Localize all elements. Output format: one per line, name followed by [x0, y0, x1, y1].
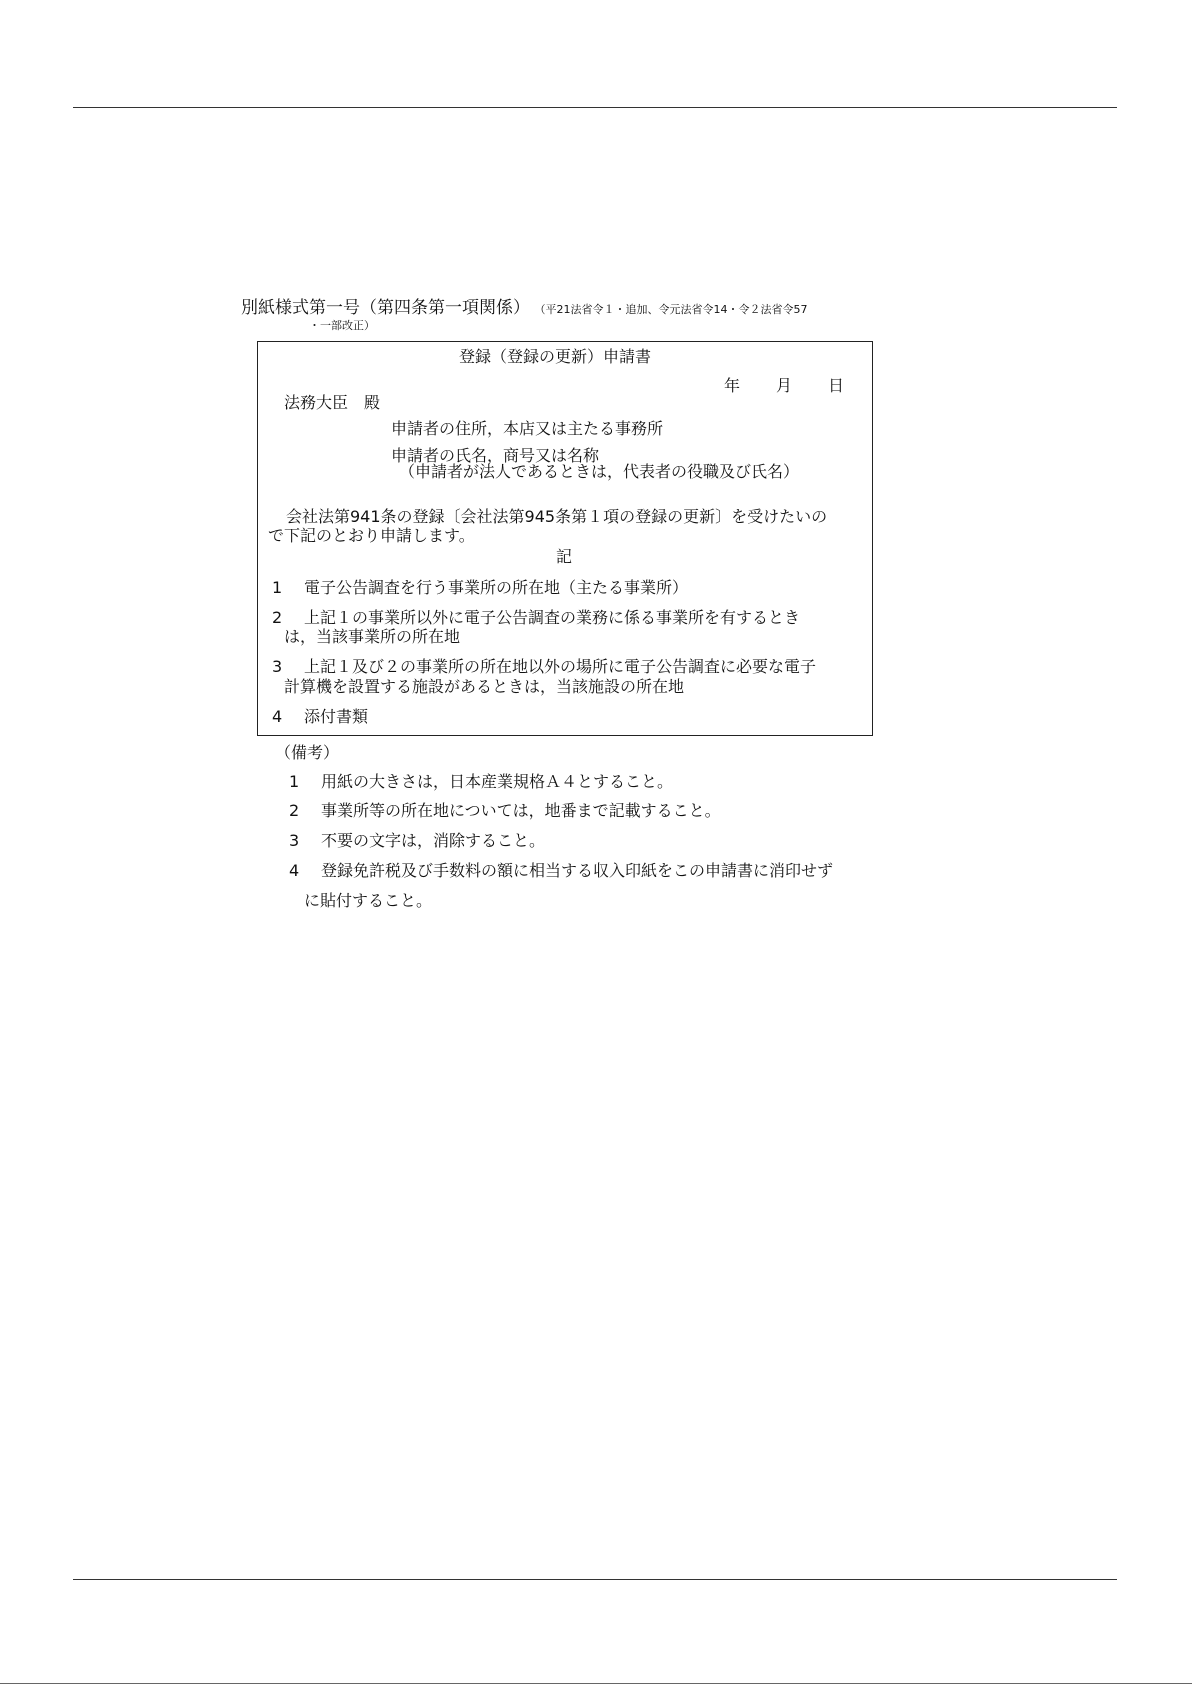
applicant-address-label: 申請者の住所，本店又は主たる事務所 [391, 419, 664, 438]
item-number: 4 [272, 707, 283, 726]
remark-text: 登録免許税及び手数料の額に相当する収入印紙をこの申請書に消印せず [321, 861, 834, 880]
item-text: 添付書類 [304, 707, 369, 726]
date-year: 年 [724, 376, 741, 395]
item-text-continued: は，当該事業所の所在地 [284, 627, 461, 646]
item-number: 1 [272, 578, 283, 597]
remark-number: 4 [289, 861, 300, 880]
remark-text: 用紙の大きさは，日本産業規格Ａ４とすること。 [321, 772, 674, 791]
date-day: 日 [828, 376, 845, 395]
remark-text: 事業所等の所在地については，地番まで記載すること。 [321, 801, 721, 820]
header-rule [73, 107, 1117, 108]
ki-label: 記 [556, 547, 573, 566]
remarks-title: （備考） [275, 743, 340, 762]
applicant-name-label: 申請者の氏名，商号又は名称 [391, 446, 600, 465]
applicant-name-note: （申請者が法人であるときは，代表者の役職及び氏名） [399, 462, 800, 481]
remark-text-continued: に貼付すること。 [304, 891, 433, 910]
body-text-line1: 会社法第941条の登録〔会社法第945条第１項の登録の更新〕を受けたいの [286, 507, 828, 526]
item-text: 上記１の事業所以外に電子公告調査の業務に係る事業所を有するとき [304, 608, 801, 627]
footer-rule [73, 1579, 1117, 1580]
date-month: 月 [776, 376, 793, 395]
remark-number: 3 [289, 831, 300, 850]
page-edge-rule [0, 1683, 1192, 1684]
application-form-title: 登録（登録の更新）申請書 [459, 347, 652, 366]
form-heading [241, 293, 808, 318]
addressee: 法務大臣 殿 [284, 393, 381, 412]
item-text-continued: 計算機を設置する施設があるときは，当該施設の所在地 [284, 677, 685, 696]
remark-text: 不要の文字は，消除すること。 [321, 831, 546, 850]
item-number: 3 [272, 657, 283, 676]
item-text: 電子公告調査を行う事業所の所在地（主たる事業所） [304, 578, 689, 597]
form-heading-title: 別紙様式第一号（第四条第一項関係） [241, 298, 530, 318]
amendment-note-continued: ・一部改正） [309, 319, 375, 332]
remark-number: 1 [289, 772, 300, 791]
amendment-note: （平21法省令１・追加、令元法省令14・令２法省令57 [540, 303, 808, 316]
item-text: 上記１及び２の事業所の所在地以外の場所に電子公告調査に必要な電子 [304, 657, 817, 676]
application-form-box [257, 341, 873, 736]
item-number: 2 [272, 608, 283, 627]
remark-number: 2 [289, 801, 300, 820]
body-text-line2: で下記のとおり申請します。 [268, 526, 475, 545]
